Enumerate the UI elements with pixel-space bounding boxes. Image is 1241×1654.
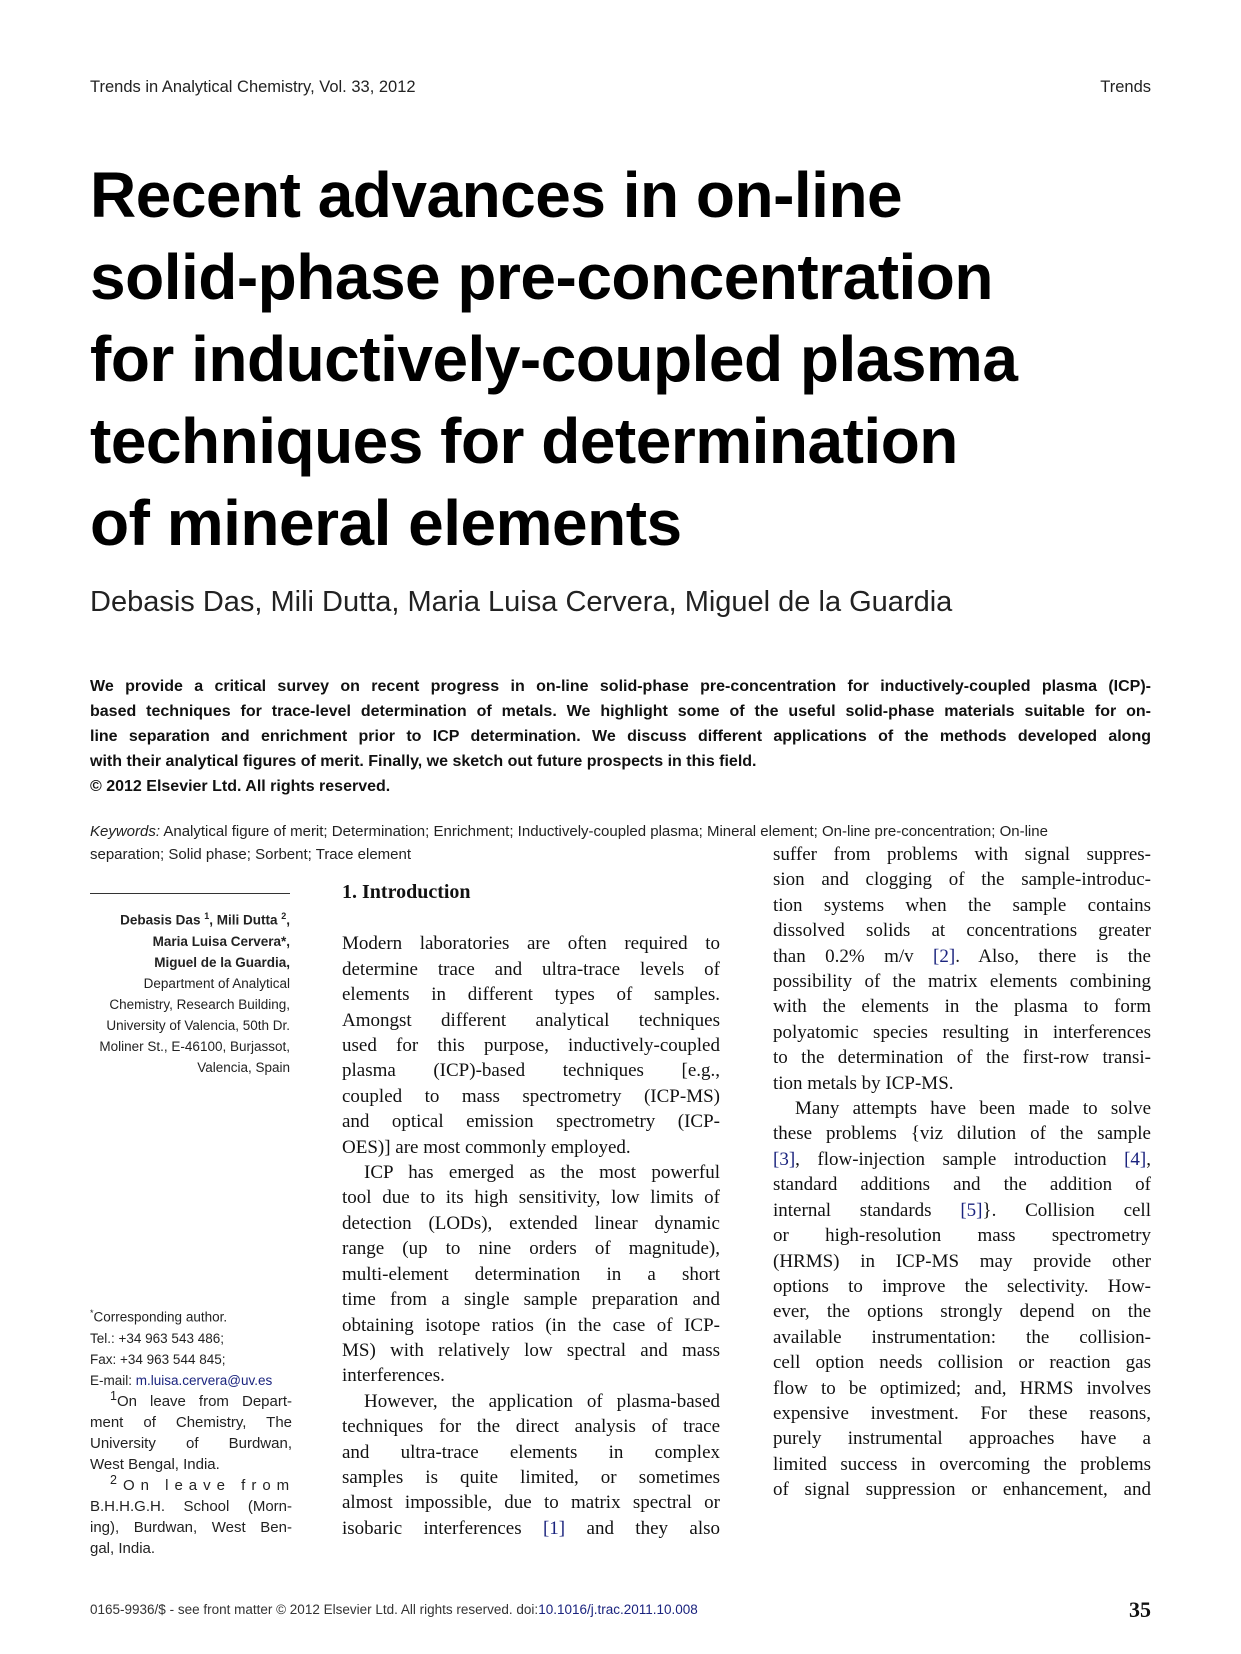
footnote-mark: 1: [110, 1389, 117, 1403]
corr-star: *: [90, 1308, 94, 1318]
abstract-line: with their analytical figures of merit. Finally, we sketch out future prospects in this field.: [90, 753, 757, 770]
footnote-line: West Bengal, India.: [90, 1456, 220, 1473]
body-line: tool due to its high sensitivity, low limits of: [342, 1187, 720, 1209]
body-line: these problems {viz dilution of the sample: [773, 1123, 1151, 1145]
affil-names-line: Miguel de la Guardia,: [154, 954, 290, 970]
affil-name: , Mili Dutta: [209, 912, 282, 928]
body-line: ever, the options strongly depend on the: [773, 1301, 1151, 1323]
body-line: [342, 1516, 720, 1541]
corr-fax: Fax: +34 963 544 845;: [90, 1351, 226, 1367]
footnote-text: On leave from: [122, 1477, 296, 1494]
body-line: of signal suppression or enhancement, and: [773, 1479, 1151, 1501]
body-line: elements in different types of samples.: [342, 984, 720, 1006]
page-footer: [90, 1597, 1151, 1626]
affil-address-line: Valencia, Spain: [197, 1059, 290, 1075]
body-line: [773, 944, 1151, 969]
keywords-line: separation; Solid phase; Sorbent; Trace element: [90, 846, 412, 863]
doi-link[interactable]: 10.1016/j.trac.2011.10.008: [538, 1602, 698, 1617]
body-line: interferences.: [342, 1365, 445, 1387]
body-line: plasma (ICP)-based techniques [e.g.,: [342, 1060, 720, 1082]
body-column-left: [342, 880, 720, 1541]
corresponding-author: [90, 1303, 300, 1391]
body-line: coupled to mass spectrometry (ICP-MS): [342, 1085, 720, 1107]
body-line: and ultra-trace elements in complex: [342, 1441, 720, 1463]
body-line: almost impossible, due to matrix spectral or: [342, 1492, 720, 1514]
affil-sup: 1: [204, 911, 210, 921]
affil-address-line: Chemistry, Research Building,: [109, 996, 290, 1012]
body-line: MS) with relatively low spectral and mass: [342, 1339, 720, 1361]
abstract-line: line separation and enrichment prior to ICP determination. We discuss different applications of the methods developed along: [90, 728, 1151, 745]
section-heading: 1. Introduction: [342, 881, 471, 903]
body-line: [773, 1147, 1151, 1172]
email-link[interactable]: m.luisa.cervera@uv.es: [135, 1372, 273, 1388]
author-affiliation: [80, 906, 290, 1078]
keywords-label: Keywords:: [90, 823, 161, 840]
body-text: ,: [1146, 1148, 1151, 1170]
body-line: OES)] are most commonly employed.: [342, 1136, 631, 1158]
body-line: Amongst different analytical techniques: [342, 1009, 720, 1031]
affil-address-line: Moliner St., E-46100, Burjassot,: [99, 1038, 290, 1054]
body-line: ICP has emerged as the most powerful: [364, 1162, 720, 1184]
body-line: obtaining isotope ratios (in the case of ICP-: [342, 1314, 720, 1336]
body-line: flow to be optimized; and, HRMS involves: [773, 1377, 1151, 1399]
body-line: possibility of the matrix elements combining: [773, 971, 1151, 993]
body-line: dissolved solids at concentrations greater: [773, 920, 1151, 942]
body-line: range (up to nine orders of magnitude),: [342, 1238, 720, 1260]
footnote-line: University of Burdwan,: [90, 1435, 292, 1452]
copyright-line: © 2012 Elsevier Ltd. All rights reserved.: [90, 778, 391, 795]
body-text: internal standards: [773, 1199, 961, 1221]
body-line: [773, 1198, 1151, 1223]
sidebar-divider: [90, 893, 290, 894]
keywords-line: [90, 820, 1151, 843]
title-line: of mineral elements: [90, 487, 682, 559]
affil-address-line: Department of Analytical: [143, 975, 290, 991]
footnote-1: [90, 1386, 292, 1475]
abstract-line: based techniques for trace-level determination of metals. We highlight some of the useful solid-phase materials suitable for on-: [90, 703, 1151, 720]
abstract: [90, 674, 1151, 799]
corr-label: Corresponding author.: [93, 1309, 228, 1325]
body-line: with the elements in the plasma to form: [773, 996, 1151, 1018]
body-text: than 0.2% m/v: [773, 945, 934, 967]
footnote-2: [90, 1470, 296, 1559]
affil-names-line: [80, 906, 290, 931]
affil-address-line: University of Valencia, 50th Dr.: [106, 1017, 290, 1033]
reference-link[interactable]: [1]: [542, 1517, 566, 1539]
corr-tel: Tel.: +34 963 543 486;: [90, 1330, 224, 1346]
body-text: }. Collision cell: [982, 1199, 1151, 1221]
body-line: to the determination of the first-row transi-: [773, 1047, 1151, 1069]
body-line: cell option needs collision or reaction gas: [773, 1352, 1151, 1374]
body-line: polyatomic species resulting in interferences: [773, 1021, 1151, 1043]
abstract-line: We provide a critical survey on recent progress in on-line solid-phase pre-concentration for inductively-coupled plasma (ICP)-: [90, 678, 1151, 695]
reference-link[interactable]: [3]: [773, 1148, 796, 1170]
body-text: . Also, there is the: [955, 945, 1151, 967]
footnote-mark: 2: [110, 1473, 123, 1487]
body-line: Modern laboratories are often required to: [342, 933, 720, 955]
reference-link[interactable]: [2]: [933, 945, 956, 967]
journal-citation: Trends in Analytical Chemistry, Vol. 33, 2012: [90, 78, 416, 96]
footnote-line: [90, 1470, 296, 1496]
article-title: [90, 154, 1090, 564]
body-line: available instrumentation: the collision-: [773, 1326, 1151, 1348]
footnote-line: B.H.H.G.H. School (Morn-: [90, 1498, 292, 1515]
body-text: isobaric interferences: [342, 1517, 543, 1539]
body-line: tion metals by ICP-MS.: [773, 1072, 954, 1094]
footnote-line: ing), Burdwan, West Ben-: [90, 1519, 292, 1536]
footnote-text: On leave from Depart-: [116, 1393, 292, 1410]
page-number: 35: [1129, 1597, 1151, 1622]
reference-link[interactable]: [4]: [1124, 1148, 1147, 1170]
title-line: for inductively-coupled plasma: [90, 323, 1018, 395]
affil-name: Debasis Das: [120, 912, 205, 928]
body-line: expensive investment. For these reasons,: [773, 1402, 1151, 1424]
body-line: However, the application of plasma-based: [364, 1390, 720, 1412]
body-line: techniques for the direct analysis of trace: [342, 1416, 720, 1438]
email-label: E-mail:: [90, 1372, 136, 1388]
section-label: Trends: [1100, 78, 1151, 96]
body-line: purely instrumental approaches have a: [773, 1428, 1151, 1450]
body-line: (HRMS) in ICP-MS may provide other: [773, 1250, 1151, 1272]
body-line: multi-element determination in a short: [342, 1263, 720, 1285]
body-column-right: [773, 842, 1151, 1503]
body-line: suffer from problems with signal suppres-: [773, 844, 1151, 865]
corr-label-line: [90, 1303, 300, 1328]
keywords-text: Analytical figure of merit; Determination; Enrichment; Inductively-coupled plasma; Mineral element; On-line pre-concentration; On-line: [160, 823, 1048, 840]
body-line: time from a single sample preparation and: [342, 1289, 720, 1311]
running-head: [90, 78, 1151, 102]
body-line: tion systems when the sample contains: [773, 894, 1151, 916]
body-line: determine trace and ultra-trace levels of: [342, 958, 720, 980]
footnote-line: ment of Chemistry, The: [90, 1414, 292, 1431]
body-line: detection (LODs), extended linear dynamic: [342, 1212, 720, 1234]
body-line: and optical emission spectrometry (ICP-: [342, 1111, 720, 1133]
body-text: , flow-injection sample introduction: [795, 1148, 1125, 1170]
author-list: Debasis Das, Mili Dutta, Maria Luisa Cervera, Miguel de la Guardia: [90, 586, 953, 618]
body-line: or high-resolution mass spectrometry: [773, 1225, 1151, 1247]
body-line: limited success in overcoming the problems: [773, 1453, 1151, 1475]
footnote-line: gal, India.: [90, 1540, 156, 1557]
title-line: Recent advances in on-line: [90, 159, 903, 231]
footer-front-matter: [90, 1602, 698, 1617]
body-text: and they also: [565, 1517, 720, 1539]
affil-names-line: Maria Luisa Cervera*,: [152, 933, 290, 949]
affil-punct: ,: [286, 912, 290, 928]
body-line: sion and clogging of the sample-introduc-: [773, 869, 1151, 891]
footnote-line: [90, 1386, 292, 1412]
footer-text: 0165-9936/$ - see front matter © 2012 Elsevier Ltd. All rights reserved. doi:: [90, 1602, 539, 1617]
body-line: used for this purpose, inductively-coupled: [342, 1035, 720, 1057]
title-line: solid-phase pre-concentration: [90, 241, 993, 313]
body-line: standard additions and the addition of: [773, 1174, 1151, 1196]
body-line: samples is quite limited, or sometimes: [342, 1466, 720, 1488]
reference-link[interactable]: [5]: [960, 1199, 983, 1221]
body-line: options to improve the selectivity. How-: [773, 1275, 1151, 1297]
body-line: Many attempts have been made to solve: [795, 1098, 1151, 1120]
title-line: techniques for determination: [90, 405, 958, 477]
affil-sup: 2: [281, 911, 287, 921]
